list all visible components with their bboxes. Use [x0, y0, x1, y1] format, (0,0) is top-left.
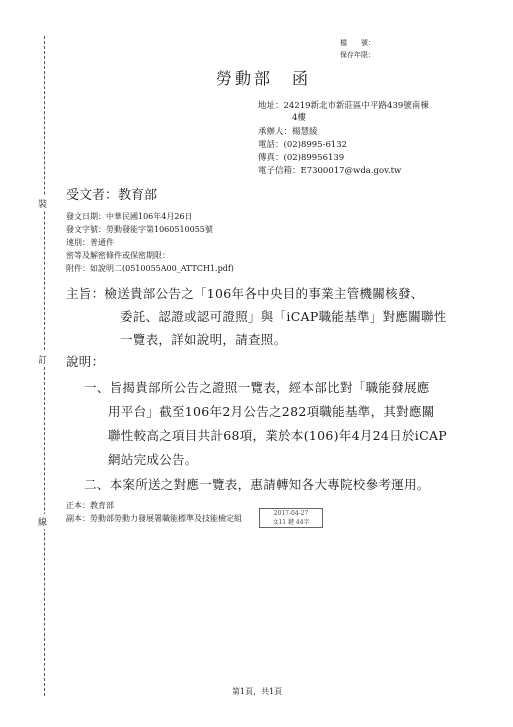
subject-line-3: 一覽表，詳如說明，請查照。: [120, 332, 287, 347]
retention-label: 保存年限：: [340, 51, 375, 59]
copy-recipient: 副本：勞動部勞動力發展署職能標準及技能檢定組: [66, 514, 242, 523]
subject-line-1: 主旨：檢送貴部公告之「106年各中央目的事業主管機關核發、: [66, 286, 424, 301]
explanation-item-1-line-1: 一、旨揭貴部所公告之證照一覽表，經本部比對「職能發展應: [84, 380, 430, 395]
attachment: 附件：如說明二(0510055A00_ATTCH1.pdf): [66, 264, 234, 273]
issue-date: 發文日期：中華民國106年4月26日: [66, 212, 193, 221]
receipt-stamp: [259, 508, 323, 528]
recipient: 受文者：教育部: [66, 188, 158, 203]
classification: 密等及解密條件或保密期限：: [66, 251, 170, 260]
issue-number: 發文字號：勞動發能字第1060510055號: [66, 225, 213, 234]
explanation-item-1-line-2: 用平台」截至106年2月公告之282項職能基準，其對應關: [108, 404, 435, 419]
delivery-speed: 速別：普通件: [66, 238, 114, 247]
address-line-2: 4樓: [292, 113, 306, 123]
binding-mark-zhuang: 裝: [38, 196, 47, 211]
subject-line-2: 委託、認證或認可證照」與「iCAP職能基準」對應關聯性: [120, 309, 447, 324]
phone: 電話：(02)8995-6132: [258, 140, 348, 150]
address-line-1: 地址：24219新北市新莊區中平路439號南棟: [258, 101, 429, 111]
binding-mark-ding: 訂: [38, 352, 47, 367]
explanation-item-1-line-4: 網站完成公告。: [108, 452, 198, 467]
main-recipient: 正本：教育部: [66, 501, 114, 510]
fax: 傳真：(02)89956139: [258, 153, 345, 163]
stamp-date: 2017-04-27: [273, 510, 309, 517]
explanation-item-1-line-3: 聯性較高之項目共計68項，業於本(106)年4月24日於iCAP: [108, 428, 447, 443]
binding-mark-xian: 線: [38, 514, 47, 529]
explanation-heading: 說明：: [66, 354, 105, 369]
email: 電子信箱：E7300017@wda.gov.tw: [258, 166, 402, 176]
handler: 承辦人：楊慧綾: [258, 127, 318, 137]
file-number-label: 檔 號：: [340, 39, 375, 47]
page-number: 第1頁，共1頁: [232, 687, 283, 696]
explanation-item-2: 二、本案所送之對應一覽表，惠請轉知各大專院校參考運用。: [84, 477, 430, 492]
stamp-number: 文11 鍵 44字: [272, 519, 310, 526]
document-title: 勞動部 函: [216, 69, 312, 88]
